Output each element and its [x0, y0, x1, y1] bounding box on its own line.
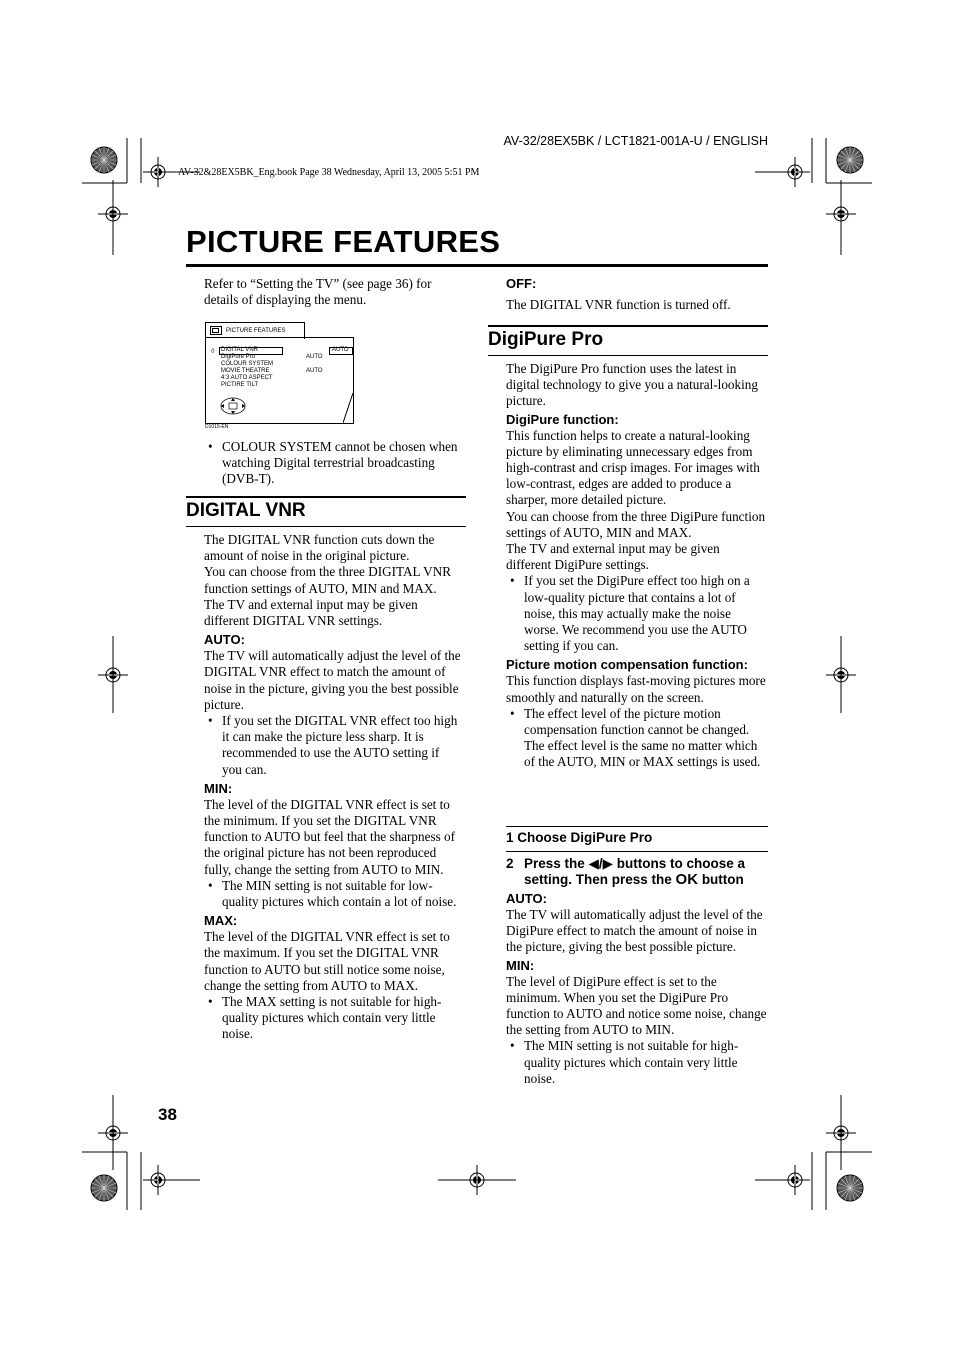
menu-item: PICTIRE TILT: [221, 382, 259, 388]
menu-tab-label: PICTURE FEATURES: [226, 328, 286, 334]
vnr-paragraph: The DIGITAL VNR function cuts down the amount of noise in the original picture.: [204, 532, 435, 564]
updown-icon: ◊: [211, 348, 215, 355]
menu-item: DIGITAL VNR: [221, 347, 259, 353]
vnr-min-note: • The MIN setting is not suitable for low-quality pictures which contain a lot of noise.: [204, 878, 466, 910]
vnr-auto-text: The TV will automatically adjust the level of the DIGITAL VNR effect to match the amount of noise in the picture, giving you the best possible picture.: [204, 648, 461, 712]
digipure-heading: DigiPure Pro: [488, 329, 604, 350]
vnr-auto-label: AUTO:: [204, 632, 245, 648]
star-target-icon: [91, 1175, 117, 1201]
digipure-auto-label: AUTO:: [506, 891, 547, 906]
intro-text: Refer to “Setting the TV” (see page 36) for details of displaying the menu.: [204, 276, 432, 308]
menu-value: AUTO: [306, 368, 323, 374]
page-title: PICTURE FEATURES: [186, 224, 501, 259]
off-text: The DIGITAL VNR function is turned off.: [506, 297, 731, 312]
motion-label: Picture motion compensation function:: [506, 657, 748, 673]
star-target-icon: [91, 147, 117, 173]
off-label: OFF:: [506, 276, 537, 291]
vnr-min-text: The level of the DIGITAL VNR effect is set to the minimum. If you set the DIGITAL VNR function to AUTO but feel that the sharpness of the original picture has not been reproduced fully, change the setting from AUTO to MIN.: [204, 796, 455, 877]
menu-item: COLOUR SYSTEM: [221, 361, 274, 367]
step-2-line2: setting. Then press the: [524, 872, 672, 887]
digipure-func-text: This function helps to create a natural-looking picture by eliminating unnecessary edges from high-contrast and crisp images. For images with low-contrast, edges are added to produce a sharper, more detailed picture.: [506, 427, 760, 508]
step-2-number: 2: [506, 856, 514, 871]
digipure-func-note: • If you set the DigiPure effect too high on a low-quality picture that contains a lot of noise, this may actually make the noise worse. We recommend you use the AUTO setting if you can.: [506, 573, 768, 654]
book-line: AV-32&28EX5BK_Eng.book Page 38 Wednesday, April 13, 2005 5:51 PM: [178, 167, 480, 178]
menu-value: AUTO: [306, 354, 323, 360]
figure-code: D1015-EN: [205, 424, 229, 430]
digital-vnr-heading: DIGITAL VNR: [186, 500, 306, 521]
vnr-max-note: • The MAX setting is not suitable for high-quality pictures which contain very little noise.: [204, 994, 466, 1043]
digipure-auto-text: The TV will automatically adjust the level of the DigiPure effect to match the amount of noise in the picture, giving the best possible picture.: [506, 907, 763, 955]
digipure-func-text: You can choose from the three DigiPure function settings of AUTO, MIN and MAX.: [506, 508, 766, 540]
colour-note: • COLOUR SYSTEM cannot be chosen when watching Digital terrestrial broadcasting (DVB-T).: [204, 439, 466, 488]
vnr-paragraph: The TV and external input may be given different DIGITAL VNR settings.: [204, 596, 418, 629]
page-number: 38: [158, 1105, 177, 1124]
ok-button-label: OK: [675, 871, 699, 888]
vnr-min-label: MIN:: [204, 780, 233, 796]
vnr-max-label: MAX:: [204, 913, 238, 929]
model-line: AV-32/28EX5BK / LCT1821-001A-U / ENGLISH: [503, 134, 768, 148]
digipure-intro: The DigiPure Pro function uses the latest in digital technology to give you a natural-looking picture.: [506, 361, 758, 409]
step-1: 1 Choose DigiPure Pro: [506, 830, 653, 845]
menu-item: DigiPure Pro: [221, 354, 256, 360]
vnr-auto-note: • If you set the DIGITAL VNR effect too high it can make the picture less sharp. It is recommended to use the AUTO setting if you can.: [204, 713, 466, 778]
menu-item: 4:3 AUTO ASPECT: [221, 375, 273, 381]
step-2-line2-end: button: [701, 872, 744, 887]
digipure-min-note: • The MIN setting is not suitable for high-quality pictures which contain very little noise.: [506, 1038, 768, 1087]
menu-item: MOVIE THEATRE: [221, 368, 270, 374]
digipure-func-text: The TV and external input may be given different DigiPure settings.: [506, 541, 720, 573]
digipure-func-label: DigiPure function:: [506, 411, 619, 427]
star-target-icon: [837, 1175, 863, 1201]
motion-note: • The effect level of the picture motion compensation function cannot be changed. The effect level is the same no matter which of the AUTO, MIN or MAX settings is used.: [506, 706, 768, 771]
menu-value: AUTO: [332, 347, 349, 353]
digipure-min-label: MIN:: [506, 957, 535, 973]
motion-text: This function displays fast-moving pictures more smoothly and naturally on the screen.: [506, 673, 766, 705]
vnr-max-text: The level of the DIGITAL VNR effect is set to the maximum. If you set the DIGITAL VNR function to AUTO but still notice some noise, change the setting from AUTO to MAX.: [204, 929, 450, 993]
step-2-line1: Press the ◀/▶ buttons to choose a: [524, 856, 746, 871]
vnr-paragraph: You can choose from the three DIGITAL VNR function settings of AUTO, MIN and MAX.: [204, 564, 452, 596]
digipure-min-text: The level of DigiPure effect is set to the minimum. When you set the DigiPure Pro function to AUTO and notice some noise, change the setting from AUTO to MIN.: [506, 973, 767, 1038]
star-target-icon: [837, 147, 863, 173]
